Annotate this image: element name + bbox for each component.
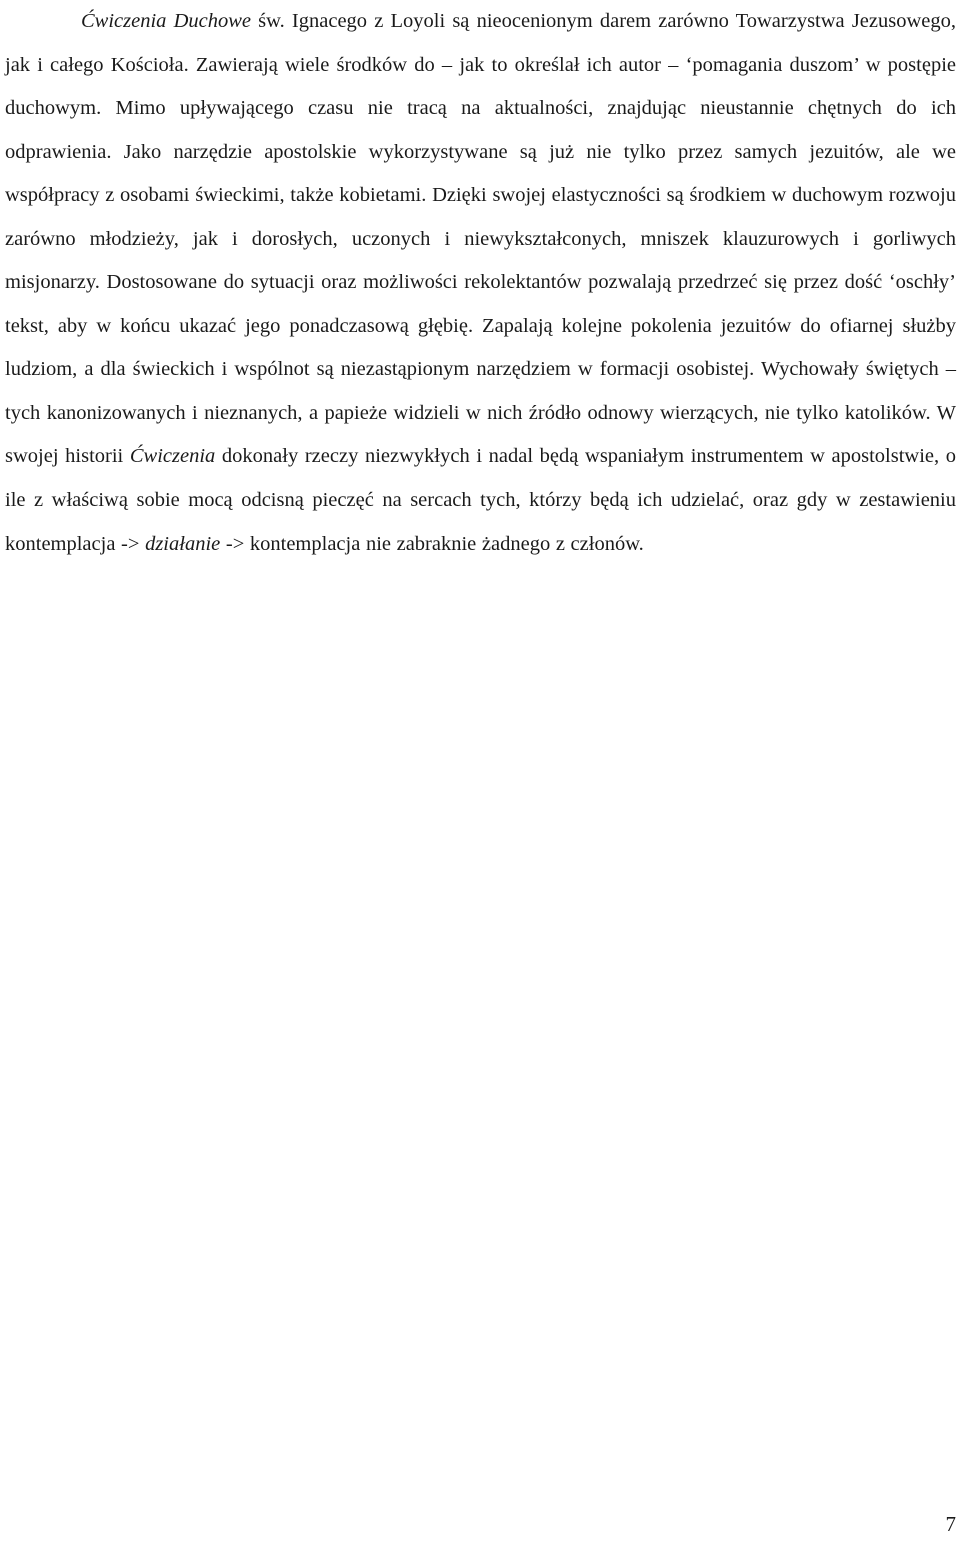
italic-word-dzialanie: działanie — [145, 532, 221, 555]
page-number: 7 — [945, 1512, 956, 1536]
body-paragraph — [5, 0, 956, 566]
italic-title-cwiczenia: Ćwiczenia — [129, 445, 216, 468]
paragraph-text-part-2: dokonały rzeczy niezwykłych i nadal będą wspaniałym instrumentem w apostolstwie, o ile z właściwą sobie mocą odcisną pieczęć na sercach tych, którzy będą ich udzielać, oraz gdy w zestawieniu kontemplacja -> — [5, 445, 956, 555]
paragraph-text-part-3: -> kontemplacja nie zabraknie żadnego z członów. — [220, 532, 644, 555]
paragraph-text-part-1: św. Ignacego z Loyoli są nieocenionym darem zarówno Towarzystwa Jezusowego, jak i całego Kościoła. Zawierają wiele środków do – jak to określał ich autor – ‘pomagania duszom’ w postępie duchowym. Mimo upływającego czasu nie tracą na aktualności, znajdując nieustannie chętnych do ich odprawienia. Jako narzędzie apostolskie wykorzystywane są już nie tylko przez samych jezuitów, ale we współpracy z osobami świeckimi, także kobietami. Dzięki swojej elastyczności są środkiem w duchowym rozwoju zarówno młodzieży, jak i dorosłych, uczonych i niewykształconych, mniszek klauzurowych i gorliwych misjonarzy. Dostosowane do sytuacji oraz możliwości rekolektantów pozwalają przedrzeć się przez dość ‘oschły’ tekst, aby w końcu ukazać jego ponadczasową głębię. Zapalają kolejne pokolenia jezuitów do ofiarnej służby ludziom, a dla świeckich i wspólnot są niezastąpionym narzędziem w formacji osobistej. Wychowały świętych – tych kanonizowanych i nieznanych, a papieże widzieli w nich źródło odnowy wierzących, nie tylko katolików. W swojej historii — [5, 10, 956, 468]
italic-title-cwiczenia-duchowe: Ćwiczenia Duchowe — [81, 10, 252, 32]
